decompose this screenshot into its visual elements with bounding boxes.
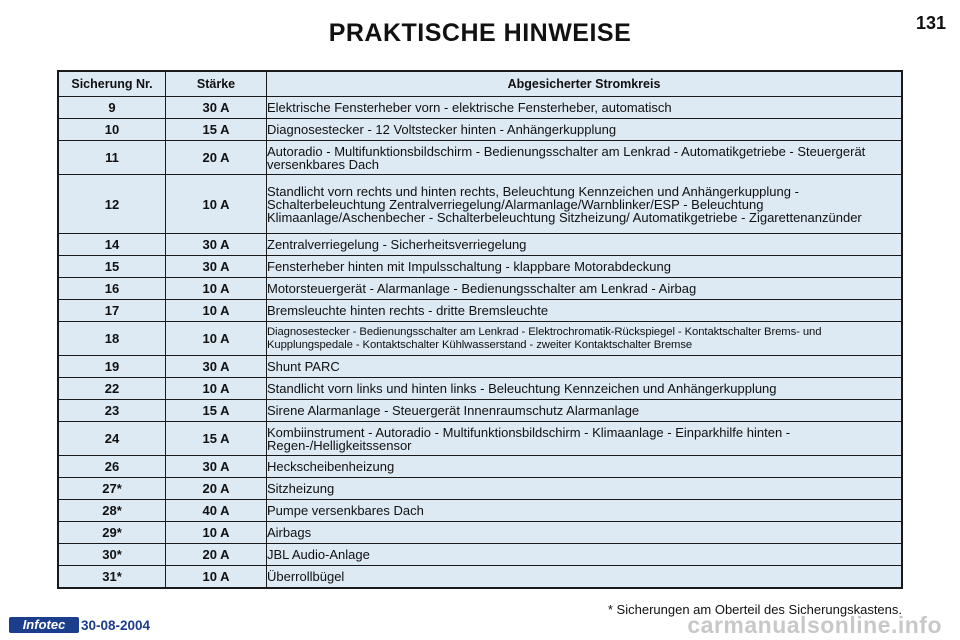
fuse-number: 15 bbox=[58, 256, 166, 278]
fuse-circuit: Airbags bbox=[267, 522, 903, 544]
fuse-number: 11 bbox=[58, 141, 166, 175]
fuse-amperage: 10 A bbox=[166, 566, 267, 589]
fuse-number: 29* bbox=[58, 522, 166, 544]
table-row bbox=[58, 141, 902, 175]
fuse-circuit: Pumpe versenkbares Dach bbox=[267, 500, 903, 522]
fuse-number: 19 bbox=[58, 356, 166, 378]
page-title: PRAKTISCHE HINWEISE bbox=[328, 19, 632, 47]
fuse-amperage: 10 A bbox=[166, 322, 267, 356]
fuse-amperage: 10 A bbox=[166, 378, 267, 400]
fuse-circuit: Motorsteuergerät - Alarmanlage - Bedienungsschalter am Lenkrad - Airbag bbox=[267, 278, 903, 300]
table-row bbox=[58, 478, 902, 500]
table-row bbox=[58, 422, 902, 456]
fuse-number: 16 bbox=[58, 278, 166, 300]
table-row bbox=[58, 175, 902, 234]
footer-date: 30-08-2004 bbox=[81, 618, 151, 633]
table-row bbox=[58, 544, 902, 566]
fuse-circuit: Sitzheizung bbox=[267, 478, 903, 500]
header-amperage: Stärke bbox=[166, 71, 267, 97]
fuse-number: 14 bbox=[58, 234, 166, 256]
fuse-number: 28* bbox=[58, 500, 166, 522]
fuse-amperage: 30 A bbox=[166, 97, 267, 119]
fuse-circuit: Sirene Alarmanlage - Steuergerät Innenraumschutz Alarmanlage bbox=[267, 400, 903, 422]
fuse-amperage: 15 A bbox=[166, 422, 267, 456]
header-circuit: Abgesicherter Stromkreis bbox=[267, 71, 903, 97]
fuse-amperage: 30 A bbox=[166, 234, 267, 256]
fuse-number: 18 bbox=[58, 322, 166, 356]
fuse-amperage: 20 A bbox=[166, 544, 267, 566]
fuse-number: 12 bbox=[58, 175, 166, 234]
table-row bbox=[58, 400, 902, 422]
table-row bbox=[58, 378, 902, 400]
fuse-circuit: Autoradio - Multifunktionsbildschirm - Bedienungsschalter am Lenkrad - Automatikgetriebe - Steuergerät versenkbares Dach bbox=[267, 141, 903, 175]
watermark: carmanualsonline.info bbox=[687, 612, 942, 638]
table-row bbox=[58, 500, 902, 522]
table-row bbox=[58, 97, 902, 119]
table-header-row bbox=[58, 71, 902, 97]
fuse-circuit: Kombiinstrument - Autoradio - Multifunktionsbildschirm - Klimaanlage - Einparkhilfe hinten - Regen-/Helligkeitssensor bbox=[267, 422, 903, 456]
table-row bbox=[58, 234, 902, 256]
fuse-amperage: 20 A bbox=[166, 478, 267, 500]
fuse-amperage: 30 A bbox=[166, 356, 267, 378]
fuse-number: 26 bbox=[58, 456, 166, 478]
fuse-circuit: Bremsleuchte hinten rechts - dritte Bremsleuchte bbox=[267, 300, 903, 322]
fuse-number: 10 bbox=[58, 119, 166, 141]
fuse-circuit: Diagnosestecker - Bedienungsschalter am Lenkrad - Elektrochromatik-Rückspiegel - Kontaktschalter Brems- und Kupplungspedale - Kontaktschalter Kühlwasserstand - zweiter Kontaktschalter Bremse bbox=[267, 322, 903, 356]
table-row bbox=[58, 566, 902, 589]
table-row bbox=[58, 522, 902, 544]
fuse-number: 30* bbox=[58, 544, 166, 566]
fuse-number: 23 bbox=[58, 400, 166, 422]
infotec-logo: Infotec bbox=[9, 617, 79, 633]
fuse-amperage: 30 A bbox=[166, 456, 267, 478]
table-row bbox=[58, 456, 902, 478]
fuse-amperage: 30 A bbox=[166, 256, 267, 278]
fuse-circuit: Überrollbügel bbox=[267, 566, 903, 589]
fuse-circuit: Shunt PARC bbox=[267, 356, 903, 378]
fuse-amperage: 15 A bbox=[166, 400, 267, 422]
header-fuse-number: Sicherung Nr. bbox=[58, 71, 166, 97]
fuse-circuit: Elektrische Fensterheber vorn - elektrische Fensterheber, automatisch bbox=[267, 97, 903, 119]
fuse-circuit: Diagnosestecker - 12 Voltstecker hinten - Anhängerkupplung bbox=[267, 119, 903, 141]
fuse-number: 17 bbox=[58, 300, 166, 322]
fuse-circuit: JBL Audio-Anlage bbox=[267, 544, 903, 566]
table-row bbox=[58, 278, 902, 300]
fuse-circuit: Zentralverriegelung - Sicherheitsverriegelung bbox=[267, 234, 903, 256]
fuse-number: 9 bbox=[58, 97, 166, 119]
fuse-amperage: 10 A bbox=[166, 522, 267, 544]
table-row bbox=[58, 356, 902, 378]
fuse-amperage: 15 A bbox=[166, 119, 267, 141]
fuse-amperage: 10 A bbox=[166, 175, 267, 234]
fuse-circuit: Standlicht vorn links und hinten links - Beleuchtung Kennzeichen und Anhängerkupplung bbox=[267, 378, 903, 400]
fuse-amperage: 20 A bbox=[166, 141, 267, 175]
fuse-circuit: Fensterheber hinten mit Impulsschaltung - klappbare Motorabdeckung bbox=[267, 256, 903, 278]
fuse-amperage: 40 A bbox=[166, 500, 267, 522]
fuse-number: 22 bbox=[58, 378, 166, 400]
fuse-amperage: 10 A bbox=[166, 278, 267, 300]
page-number: 131 bbox=[915, 13, 946, 33]
fuse-amperage: 10 A bbox=[166, 300, 267, 322]
fuse-number: 24 bbox=[58, 422, 166, 456]
fuse-table bbox=[57, 70, 903, 589]
fuse-circuit: Standlicht vorn rechts und hinten rechts, Beleuchtung Kennzeichen und Anhängerkupplung - Schalterbeleuchtung Zentralverriegelung/Alarmanlage/Warnblinker/ESP - Beleuchtung Klimaanlage/Aschenbecher - Schalterbeleuchtung Sitzheizung/ Automatikgetriebe - Zigarettenanzünder bbox=[267, 175, 903, 234]
table-row bbox=[58, 256, 902, 278]
table-row bbox=[58, 300, 902, 322]
fuse-number: 31* bbox=[58, 566, 166, 589]
fuse-circuit: Heckscheibenheizung bbox=[267, 456, 903, 478]
fuse-number: 27* bbox=[58, 478, 166, 500]
table-row bbox=[58, 119, 902, 141]
table-row bbox=[58, 322, 902, 356]
footnote: * Sicherungen am Oberteil des Sicherungskastens. bbox=[607, 602, 902, 617]
